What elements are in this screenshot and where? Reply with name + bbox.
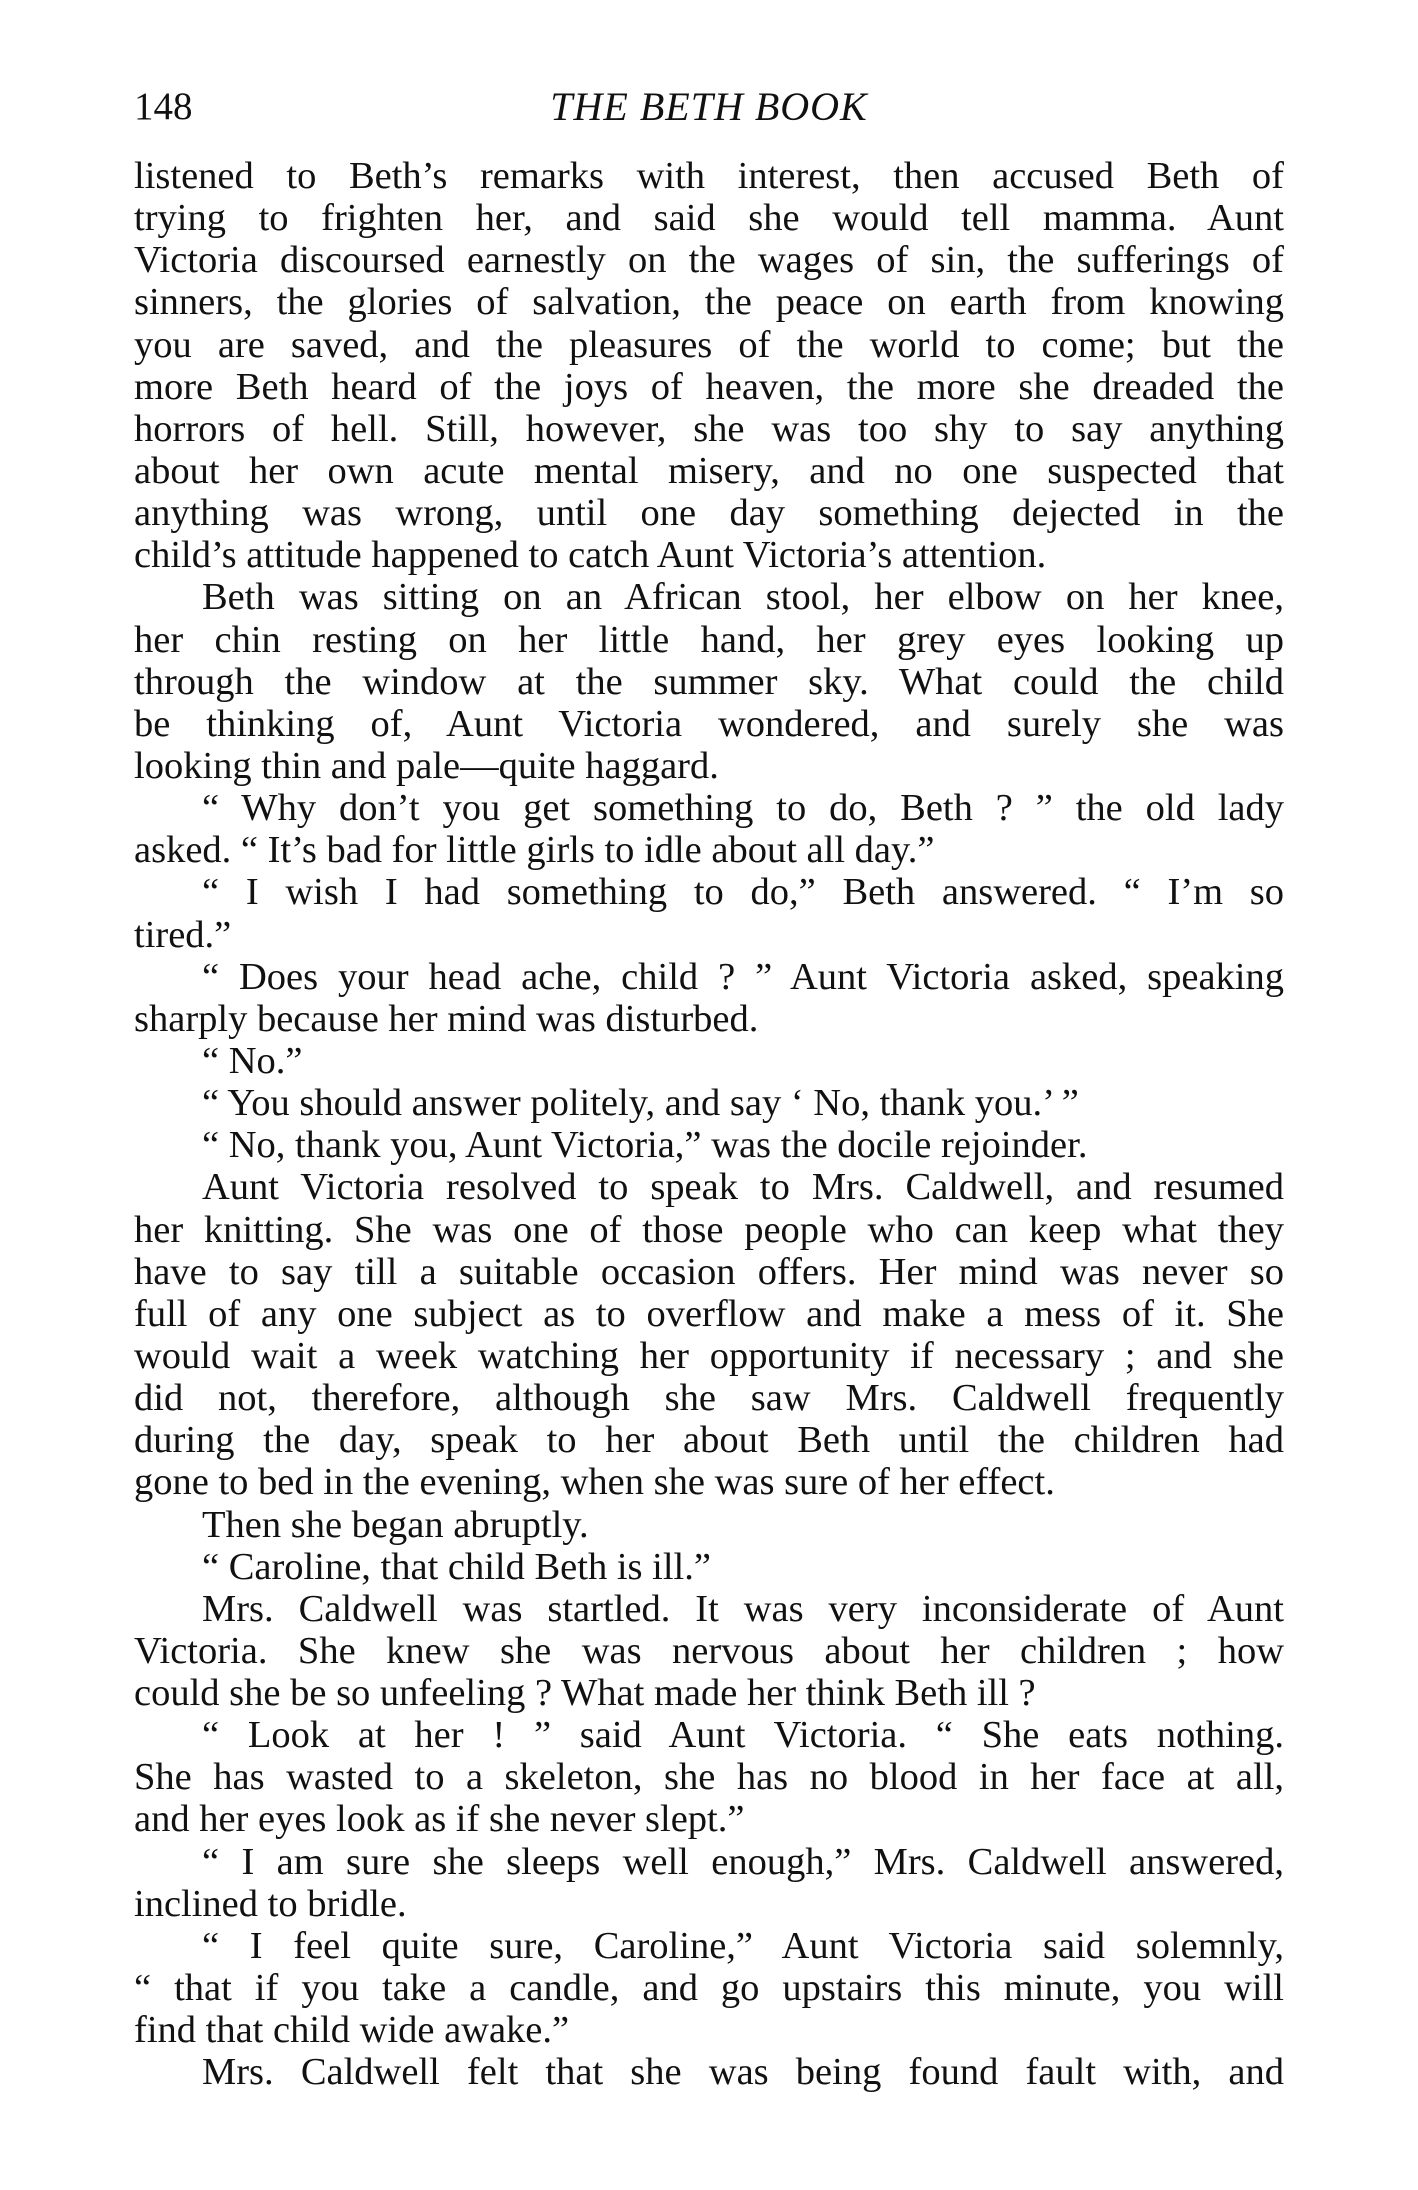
text-line: gone to bed in the evening, when she was sure of her effect.	[134, 1461, 1055, 1504]
text-line: did not, therefore, although she saw Mrs. Caldwell frequently	[134, 1377, 1284, 1420]
text-line: Mrs. Caldwell was startled. It was very inconsiderate of Aunt	[202, 1587, 1284, 1630]
text-line: child’s attitude happened to catch Aunt Victoria’s attention.	[134, 534, 1047, 577]
text-line: sinners, the glories of salvation, the peace on earth from knowing	[134, 281, 1284, 324]
text-line: “ No, thank you, Aunt Victoria,” was the docile rejoinder.	[202, 1124, 1088, 1167]
text-line: “ Why don’t you get something to do, Beth ? ” the old lady	[202, 787, 1284, 830]
text-line: She has wasted to a skeleton, she has no blood in her face at all,	[134, 1756, 1284, 1799]
text-line: full of any one subject as to overflow and make a mess of it. She	[134, 1292, 1284, 1335]
text-line: “ You should answer politely, and say ‘ No, thank you.’ ”	[202, 1082, 1079, 1125]
text-line: “ Look at her ! ” said Aunt Victoria. “ She eats nothing.	[202, 1714, 1284, 1757]
text-line: her chin resting on her little hand, her grey eyes looking up	[134, 618, 1284, 661]
text-line: asked. “ It’s bad for little girls to idle about all day.”	[134, 829, 935, 872]
text-line: “ Does your head ache, child ? ” Aunt Victoria asked, speaking	[202, 955, 1284, 998]
book-title: THE BETH BOOK	[550, 84, 868, 129]
text-line: you are saved, and the pleasures of the world to come; but the	[134, 323, 1284, 366]
text-line: trying to frighten her, and said she would tell mamma. Aunt	[134, 197, 1284, 240]
text-line: listened to Beth’s remarks with interest, then accused Beth of	[134, 155, 1284, 197]
page-number: 148	[134, 85, 193, 128]
text-line: tired.”	[134, 913, 232, 956]
text-line: could she be so unfeeling ? What made her think Beth ill ?	[134, 1672, 1036, 1715]
text-line: Aunt Victoria resolved to speak to Mrs. Caldwell, and resumed	[202, 1166, 1284, 1209]
text-line: looking thin and pale—quite haggard.	[134, 744, 719, 787]
text-line: “ I feel quite sure, Caroline,” Aunt Victoria said solemnly,	[202, 1924, 1284, 1967]
running-head	[134, 82, 1284, 132]
text-line: “ No.”	[202, 1039, 303, 1082]
text-line: Victoria discoursed earnestly on the wages of sin, the sufferings of	[134, 239, 1284, 282]
body-text	[134, 155, 1284, 2093]
text-line: and her eyes look as if she never slept.”	[134, 1798, 745, 1841]
text-line: “ I am sure she sleeps well enough,” Mrs. Caldwell answered,	[202, 1840, 1284, 1883]
text-line: through the window at the summer sky. What could the child	[134, 660, 1284, 703]
text-line: “ Caroline, that child Beth is ill.”	[202, 1545, 711, 1588]
text-line: be thinking of, Aunt Victoria wondered, and surely she was	[134, 702, 1284, 745]
text-line: Victoria. She knew she was nervous about her children ; how	[134, 1629, 1284, 1672]
text-line: her knitting. She was one of those people who can keep what they	[134, 1208, 1284, 1251]
text-line: have to say till a suitable occasion offers. Her mind was never so	[134, 1250, 1284, 1293]
text-line: horrors of hell. Still, however, she was too shy to say anything	[134, 407, 1284, 450]
text-line: more Beth heard of the joys of heaven, the more she dreaded the	[134, 365, 1284, 408]
text-line: Mrs. Caldwell felt that she was being found fault with, and	[202, 2051, 1284, 2094]
text-line: “ that if you take a candle, and go upstairs this minute, you will	[134, 1967, 1284, 2010]
text-line: would wait a week watching her opportunity if necessary ; and she	[134, 1334, 1284, 1377]
text-line: anything was wrong, until one day something dejected in the	[134, 492, 1284, 535]
text-line: during the day, speak to her about Beth until the children had	[134, 1419, 1284, 1462]
text-line: about her own acute mental misery, and no one suspected that	[134, 449, 1284, 492]
text-line: Then she began abruptly.	[202, 1503, 589, 1546]
text-line: “ I wish I had something to do,” Beth answered. “ I’m so	[202, 871, 1284, 914]
text-line: Beth was sitting on an African stool, her elbow on her knee,	[202, 576, 1284, 619]
text-line: find that child wide awake.”	[134, 2009, 570, 2052]
text-line: sharply because her mind was disturbed.	[134, 997, 759, 1040]
text-line: inclined to bridle.	[134, 1882, 407, 1925]
